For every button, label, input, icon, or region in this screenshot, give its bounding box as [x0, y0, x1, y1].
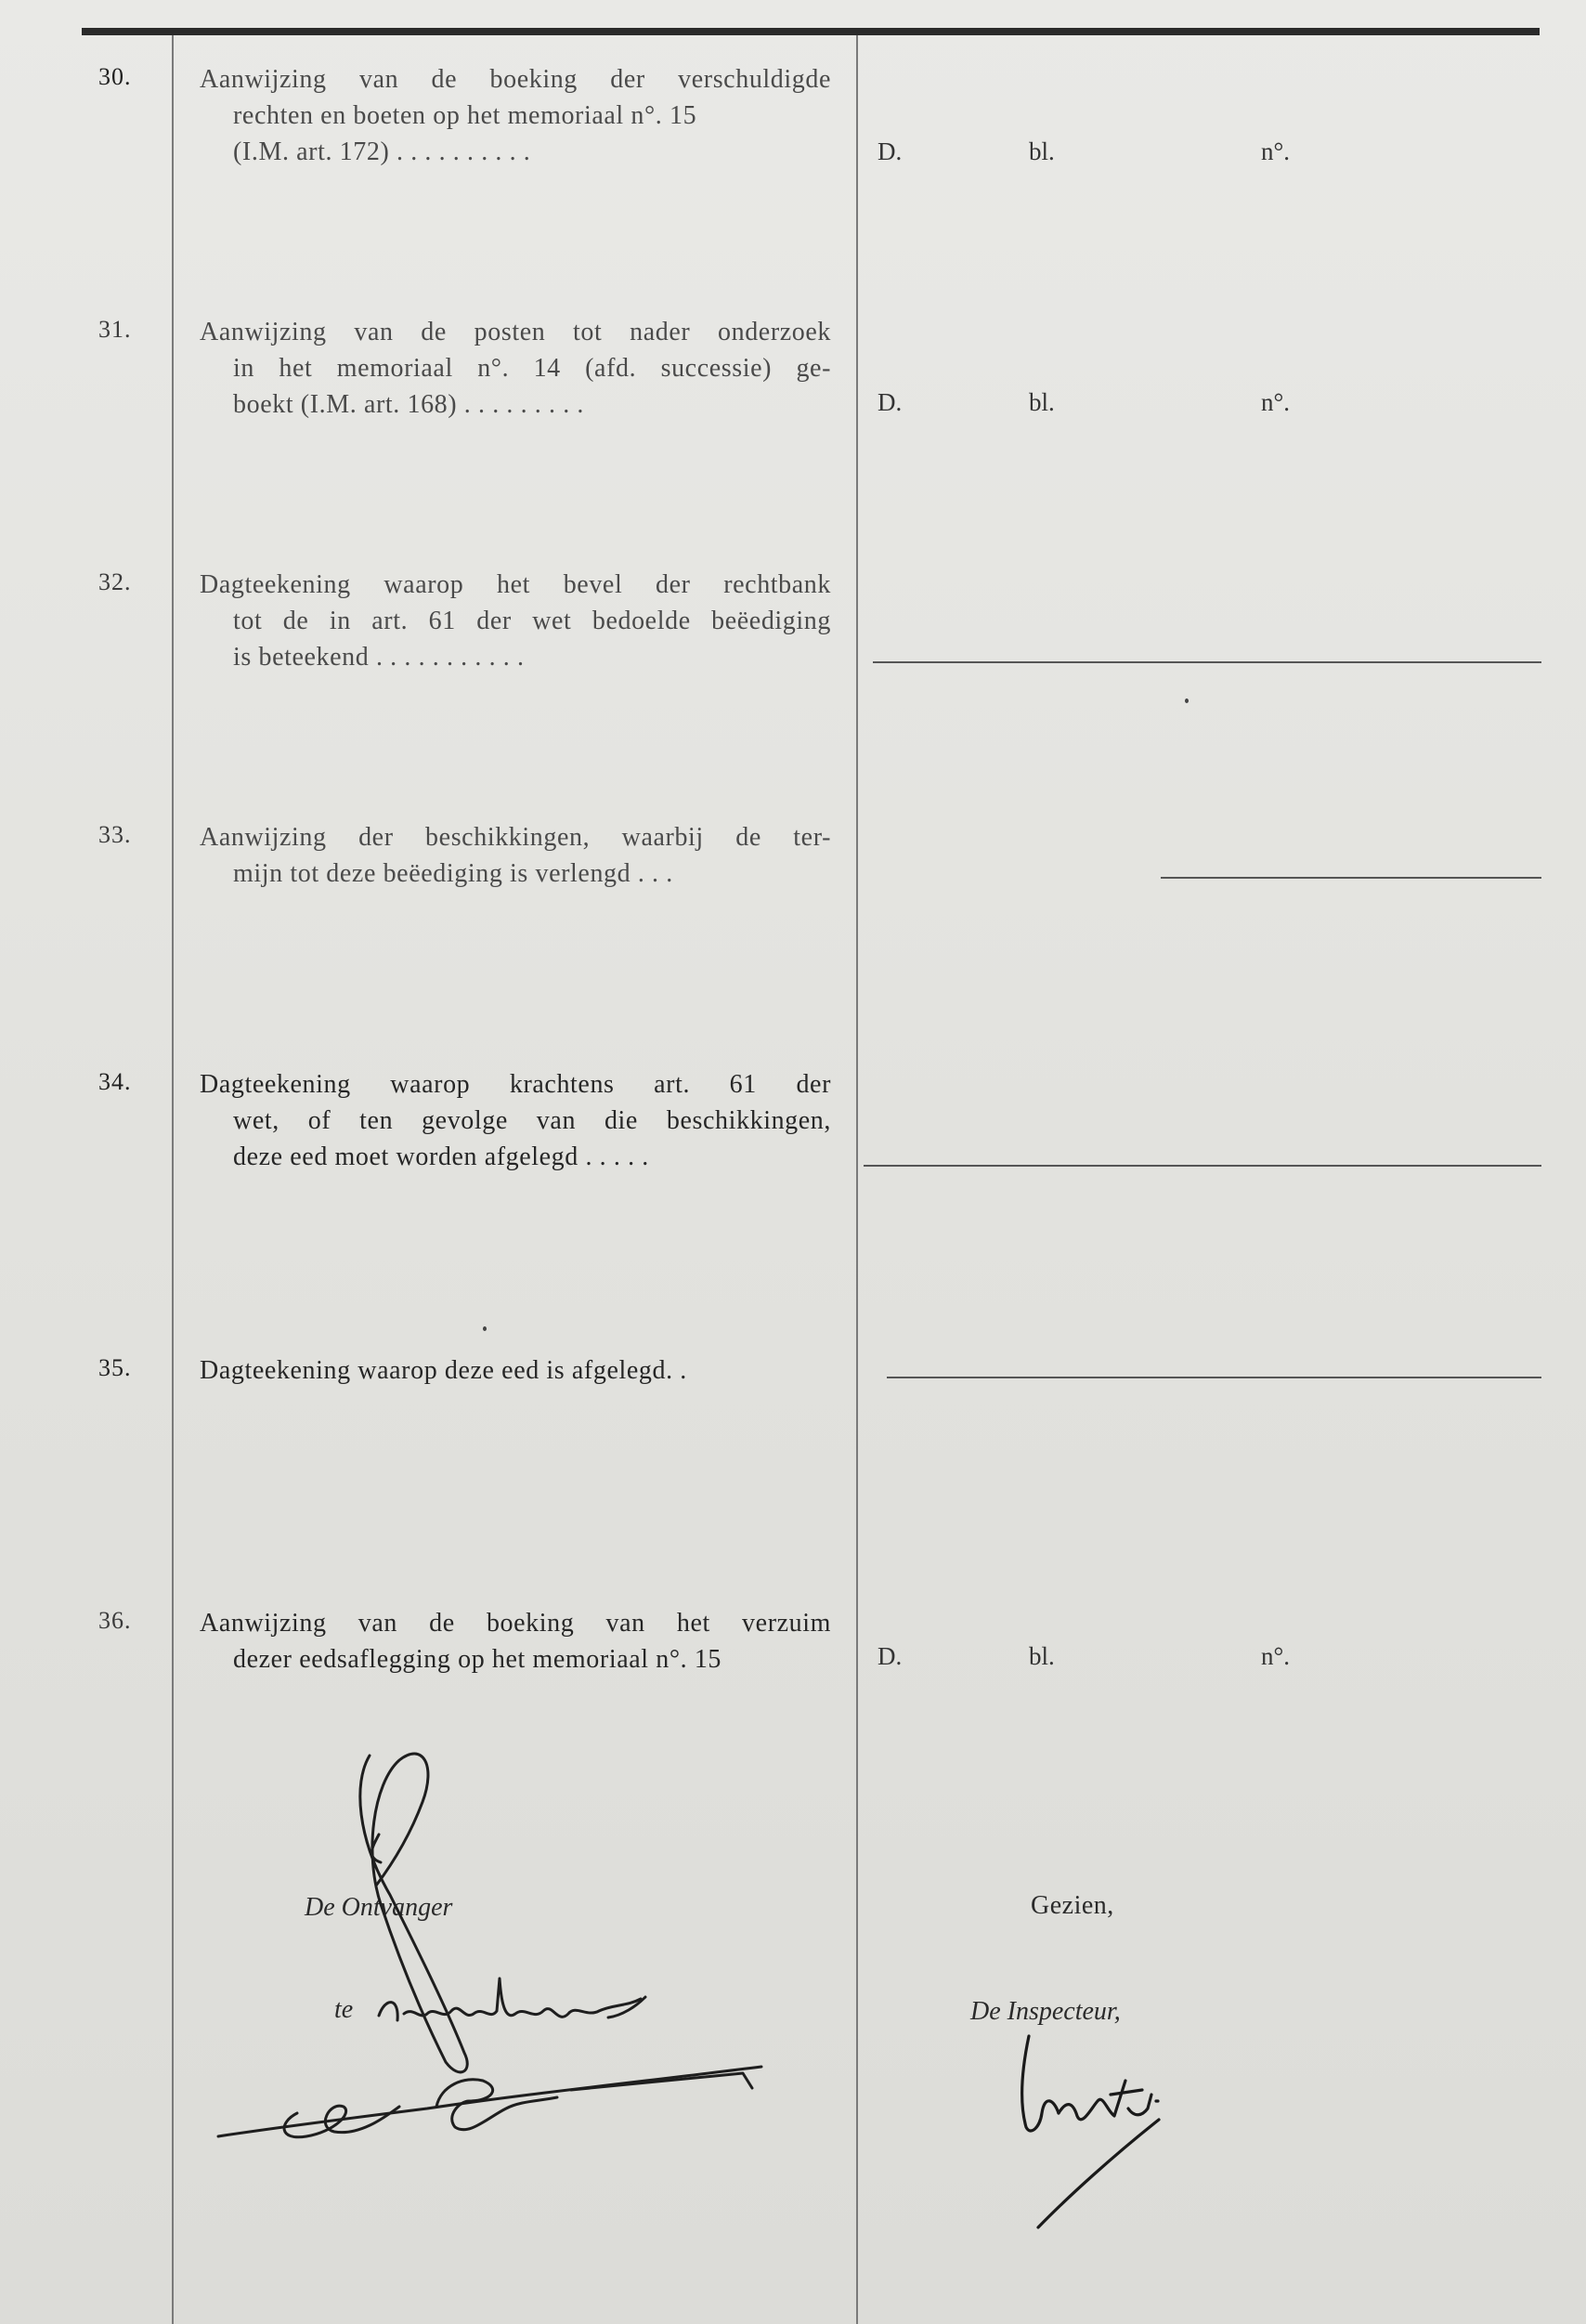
row-number: 36.	[98, 1607, 132, 1634]
inspecteur-label: De Inspecteur,	[970, 1997, 1121, 2026]
description-line: boekt (I.M. art. 168) . . . . . . . . .	[233, 390, 585, 419]
ref-bl: bl.	[1029, 1642, 1055, 1670]
ref-no: n°.	[1261, 388, 1291, 416]
description-line: tot de in art. 61 der wet bedoelde beëediging	[233, 607, 831, 635]
ref-d: D.	[878, 137, 903, 165]
ref-d: D.	[878, 1642, 903, 1670]
row-number: 33.	[98, 821, 132, 848]
description-line: deze eed moet worden afgelegd . . . . .	[233, 1142, 649, 1171]
ref-no: n°.	[1261, 1642, 1291, 1670]
description-line: Dagteekening waarop deze eed is afgelegd. .	[200, 1356, 687, 1385]
description-line: Dagteekening waarop het bevel der rechtbank	[200, 570, 831, 599]
ref-no: n°.	[1261, 137, 1291, 165]
ref-bl: bl.	[1029, 388, 1055, 416]
ontvanger-label: De Ontvanger	[305, 1893, 453, 1922]
description-line: Aanwijzing der beschikkingen, waarbij de ter-	[200, 823, 831, 852]
description-line: dezer eedsaflegging op het memoriaal n°. 15	[233, 1645, 722, 1674]
gezien-label: Gezien,	[1031, 1891, 1114, 1920]
description-line: Aanwijzing van de boeking van het verzuim	[200, 1609, 831, 1638]
row-number: 32.	[98, 568, 132, 595]
description-line: is beteekend . . . . . . . . . . .	[233, 643, 525, 672]
description-line: (I.M. art. 172) . . . . . . . . . .	[233, 137, 531, 166]
ref-bl: bl.	[1029, 137, 1055, 165]
description-line: Aanwijzing van de posten tot nader onderzoek	[200, 318, 831, 346]
description-line: rechten en boeten op het memoriaal n°. 15	[233, 101, 697, 130]
te-label: te	[334, 1995, 354, 2024]
row-number: 31.	[98, 316, 132, 343]
row-number: 35.	[98, 1354, 132, 1381]
ref-d: D.	[878, 388, 903, 416]
row-number: 30.	[98, 63, 132, 90]
row-number: 34.	[98, 1068, 132, 1095]
description-line: Dagteekening waarop krachtens art. 61 der	[200, 1070, 831, 1099]
description-line: in het memoriaal n°. 14 (afd. successie) ge-	[233, 354, 831, 383]
description-line: Aanwijzing van de boeking der verschuldigde	[200, 65, 831, 94]
description-line: mijn tot deze beëediging is verlengd . . .	[233, 859, 673, 888]
description-line: wet, of ten gevolge van die beschikkingen,	[233, 1106, 831, 1135]
